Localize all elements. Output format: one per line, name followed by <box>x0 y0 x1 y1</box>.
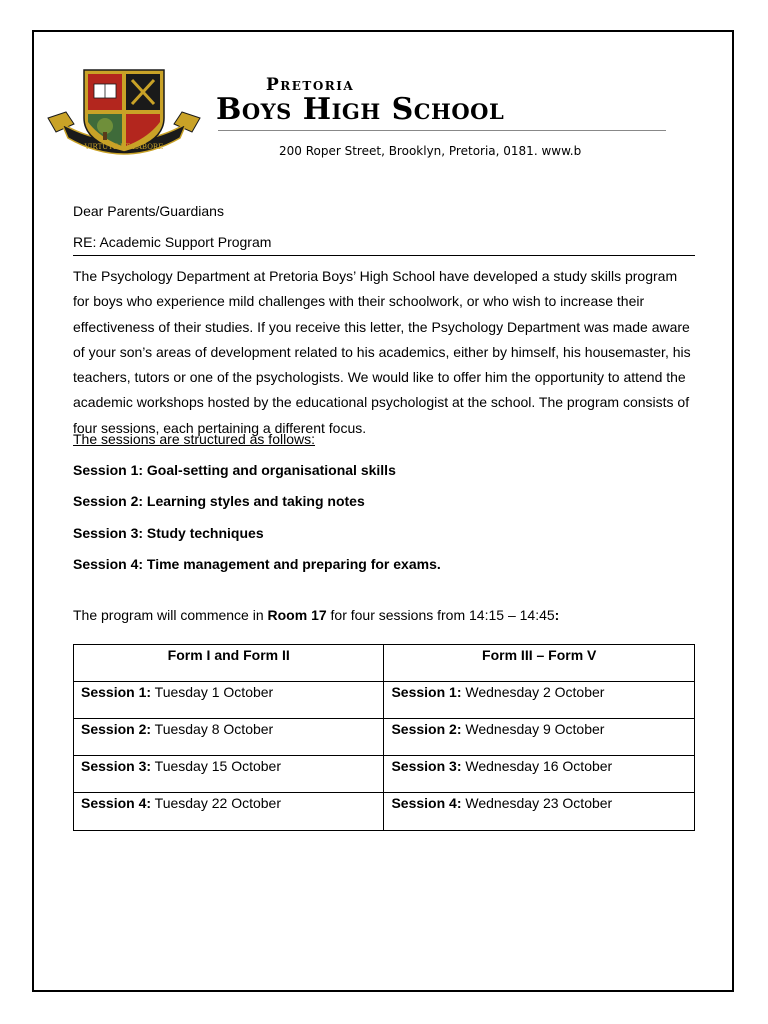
subject-divider <box>73 255 695 256</box>
session-date: Wednesday 16 October <box>461 758 613 774</box>
program-room: Room 17 <box>267 607 327 623</box>
session-date: Wednesday 9 October <box>461 721 605 737</box>
session-date: Tuesday 8 October <box>151 721 274 737</box>
schedule-cell-senior <box>384 793 695 831</box>
schedule-table <box>73 644 695 831</box>
subject-line: RE: Academic Support Program <box>73 234 272 250</box>
table-row <box>74 756 695 793</box>
session-label: Session 3: <box>391 758 462 774</box>
session-label: Session 1: <box>391 684 462 700</box>
session-label: Session 2: <box>391 721 462 737</box>
session-item-1: Session 1: Goal-setting and organisational skills <box>73 462 396 478</box>
schedule-cell-junior <box>74 756 384 793</box>
program-text-post: for four sessions from 14:15 – 14:45 <box>326 607 555 623</box>
session-item-4: Session 4: Time management and preparing for exams. <box>73 556 441 572</box>
session-date: Tuesday 1 October <box>151 684 274 700</box>
program-info <box>73 607 559 623</box>
session-item-3: Session 3: Study techniques <box>73 525 264 541</box>
session-date: Tuesday 15 October <box>151 758 281 774</box>
program-colon: : <box>554 607 560 623</box>
session-label: Session 1: <box>81 684 152 700</box>
schedule-cell-senior <box>384 719 695 756</box>
session-label: Session 2: <box>81 721 152 737</box>
table-row <box>74 682 695 719</box>
schedule-cell-junior <box>74 682 384 719</box>
session-date: Tuesday 22 October <box>151 795 281 811</box>
page-border <box>32 30 734 992</box>
program-text-pre: The program will commence in <box>73 607 268 623</box>
session-label: Session 3: <box>81 758 152 774</box>
session-label: Session 4: <box>81 795 152 811</box>
schedule-cell-senior <box>384 756 695 793</box>
schedule-cell-junior <box>74 719 384 756</box>
session-date: Wednesday 2 October <box>461 684 605 700</box>
school-name: Boys High School <box>216 92 505 127</box>
session-item-2: Session 2: Learning styles and taking notes <box>73 493 365 509</box>
table-row <box>74 793 695 831</box>
letter-body-paragraph: The Psychology Department at Pretoria Boys’ High School have developed a study skills program for boys who experience mild challenges with their schoolwork, or who wish to increase their effectiveness of their studies. If you receive this letter, the Psychology Department was made aware of your son’s areas of development related to his academics, either by himself, his housemaster, his teachers, tutors or one of the psychologists. We would like to offer him the opportunity to attend the academic workshops hosted by the educational psychologist at the school. The program consists of four sessions, each pertaining a different focus. <box>73 268 691 436</box>
school-name-prefix: Pretoria <box>266 75 355 95</box>
session-date: Wednesday 23 October <box>461 795 613 811</box>
crest-motto: VIRTUTE ET LABORE <box>84 143 164 151</box>
header-divider <box>218 130 666 131</box>
schedule-cell-senior <box>384 682 695 719</box>
session-label: Session 4: <box>391 795 462 811</box>
schedule-cell-junior <box>74 793 384 831</box>
school-address: 200 Roper Street, Brooklyn, Pretoria, 0181. www.b <box>279 144 582 158</box>
schedule-header-row <box>74 645 695 682</box>
sessions-heading: The sessions are structured as follows: <box>73 431 315 447</box>
school-crest-logo <box>44 66 204 162</box>
table-row <box>74 719 695 756</box>
salutation: Dear Parents/Guardians <box>73 203 224 219</box>
schedule-header-junior: Form I and Form II <box>74 645 384 682</box>
schedule-header-senior: Form III – Form V <box>384 645 695 682</box>
